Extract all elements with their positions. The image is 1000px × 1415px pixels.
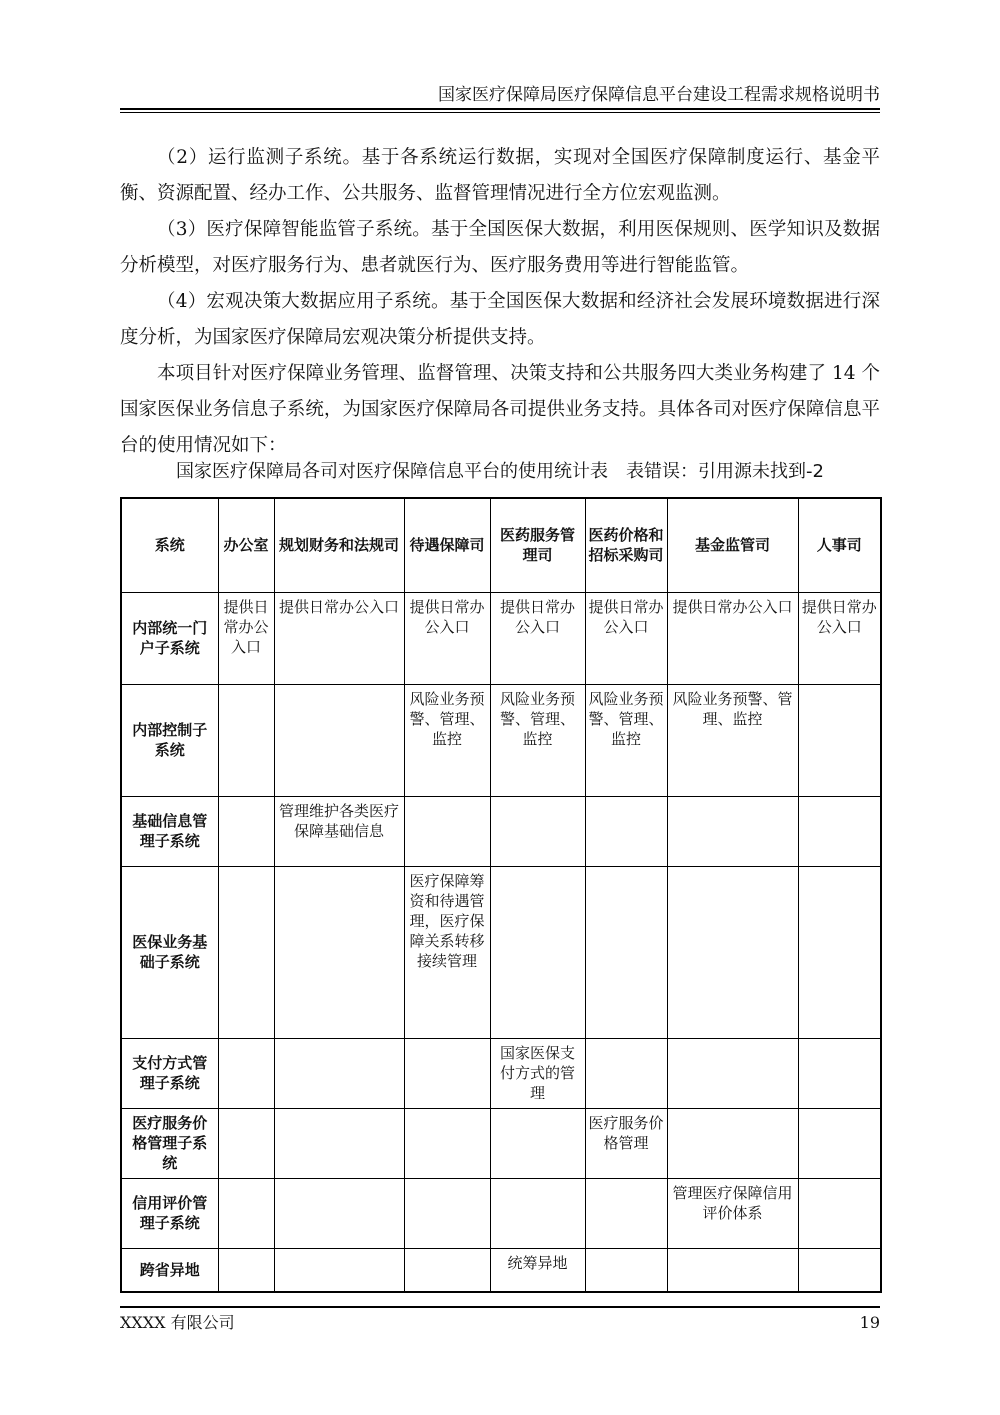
table-cell [274, 684, 404, 796]
table-cell: 提供日常办公入口 [585, 592, 667, 684]
table-cell [404, 1108, 490, 1178]
table-cell: 风险业务预警、管理、监控 [667, 684, 798, 796]
table-cell [218, 866, 274, 1038]
row-header: 支付方式管理子系统 [121, 1038, 218, 1108]
table-cell [798, 1038, 881, 1108]
table-cell [667, 796, 798, 866]
table-caption: 国家医疗保障局各司对医疗保障信息平台的使用统计表 表错误：引用源未找到-2 [176, 461, 824, 482]
table-cell: 提供日常办公入口 [667, 592, 798, 684]
paragraph: （4）宏观决策大数据应用子系统。基于全国医保大数据和经济社会发展环境数据进行深度分析，为国家医疗保障局宏观决策分析提供支持。 [120, 291, 880, 348]
table-cell [585, 1038, 667, 1108]
table-row [121, 1108, 881, 1178]
table-cell: 提供日常办公入口 [490, 592, 585, 684]
table-cell [404, 1178, 490, 1248]
row-header: 医保业务基础子系统 [121, 866, 218, 1038]
table-cell: 提供日常办公入口 [218, 592, 274, 684]
table-cell [798, 866, 881, 1038]
row-header: 医疗服务价格管理子系统 [121, 1108, 218, 1178]
table-row [121, 796, 881, 866]
row-header: 内部控制子系统 [121, 684, 218, 796]
table-cell: 风险业务预警、管理、监控 [585, 684, 667, 796]
table-cell [274, 1038, 404, 1108]
table-cell: 国家医保支付方式的管理 [490, 1038, 585, 1108]
table-cell [404, 1038, 490, 1108]
table-cell [274, 866, 404, 1038]
paragraph: （3）医疗保障智能监管子系统。基于全国医保大数据，利用医保规则、医学知识及数据分析模型，对医疗服务行为、患者就医行为、医疗服务费用等进行智能监管。 [120, 219, 880, 276]
table-cell [667, 1108, 798, 1178]
column-header: 规划财务和法规司 [274, 498, 404, 592]
table-row [121, 1248, 881, 1292]
table-cell: 管理维护各类医疗保障基础信息 [274, 796, 404, 866]
table-cell [667, 1038, 798, 1108]
table-cell [218, 796, 274, 866]
table-cell [274, 1248, 404, 1292]
table-cell [490, 1178, 585, 1248]
table-cell [798, 1248, 881, 1292]
table-cell [404, 1248, 490, 1292]
footer-rule [120, 1306, 880, 1308]
table-cell: 统筹异地 [490, 1248, 585, 1292]
paragraph: （2）运行监测子系统。基于各系统运行数据，实现对全国医疗保障制度运行、基金平衡、资源配置、经办工作、公共服务、监督管理情况进行全方位宏观监测。 [120, 147, 880, 204]
table-cell [490, 1108, 585, 1178]
table-cell: 风险业务预警、管理、监控 [490, 684, 585, 796]
table-cell [798, 1178, 881, 1248]
table-cell [585, 796, 667, 866]
table-cell [798, 684, 881, 796]
page-number: 19 [859, 1313, 880, 1332]
table-cell [218, 1178, 274, 1248]
column-header: 系统 [121, 498, 218, 592]
row-header: 内部统一门户子系统 [121, 592, 218, 684]
table-cell [218, 1038, 274, 1108]
table-cell [490, 866, 585, 1038]
table-cell [218, 1108, 274, 1178]
column-header: 人事司 [798, 498, 881, 592]
table-cell: 提供日常办公入口 [404, 592, 490, 684]
table-cell [218, 684, 274, 796]
table-header-row [121, 498, 881, 592]
table-cell: 医疗服务价格管理 [585, 1108, 667, 1178]
table-cell [274, 1178, 404, 1248]
table-cell [218, 1248, 274, 1292]
header-rule-thin [120, 112, 880, 113]
page-header: 国家医疗保障局医疗保障信息平台建设工程需求规格说明书 [438, 85, 880, 105]
row-header: 跨省异地 [121, 1248, 218, 1292]
column-header: 医药价格和招标采购司 [585, 498, 667, 592]
header-rule [120, 108, 880, 110]
table-cell [667, 866, 798, 1038]
body-text [120, 140, 880, 464]
footer-company: XXXX 有限公司 [120, 1313, 235, 1332]
table-cell: 管理医疗保障信用评价体系 [667, 1178, 798, 1248]
table-cell: 提供日常办公入口 [798, 592, 881, 684]
table-cell [667, 1248, 798, 1292]
table-row [121, 684, 881, 796]
table-row [121, 1178, 881, 1248]
table-cell [404, 796, 490, 866]
table-cell [798, 1108, 881, 1178]
table-cell [585, 1248, 667, 1292]
column-header: 待遇保障司 [404, 498, 490, 592]
table-cell: 提供日常办公入口 [274, 592, 404, 684]
column-header: 医药服务管理司 [490, 498, 585, 592]
table-cell [274, 1108, 404, 1178]
table-cell: 风险业务预警、管理、监控 [404, 684, 490, 796]
table-cell [798, 796, 881, 866]
row-header: 信用评价管理子系统 [121, 1178, 218, 1248]
table-cell [490, 796, 585, 866]
column-header: 办公室 [218, 498, 274, 592]
table-row [121, 1038, 881, 1108]
paragraph: 本项目针对医疗保障业务管理、监督管理、决策支持和公共服务四大类业务构建了 14 个国家医保业务信息子系统，为国家医疗保障局各司提供业务支持。具体各司对医疗保障信息平台的使用情况如下： [120, 363, 880, 456]
usage-stats-table [120, 497, 882, 1293]
table-cell [585, 866, 667, 1038]
table-row [121, 592, 881, 684]
table-cell [585, 1178, 667, 1248]
table-cell: 医疗保障筹资和待遇管理，医疗保障关系转移接续管理 [404, 866, 490, 1038]
column-header: 基金监管司 [667, 498, 798, 592]
row-header: 基础信息管理子系统 [121, 796, 218, 866]
table-row [121, 866, 881, 1038]
